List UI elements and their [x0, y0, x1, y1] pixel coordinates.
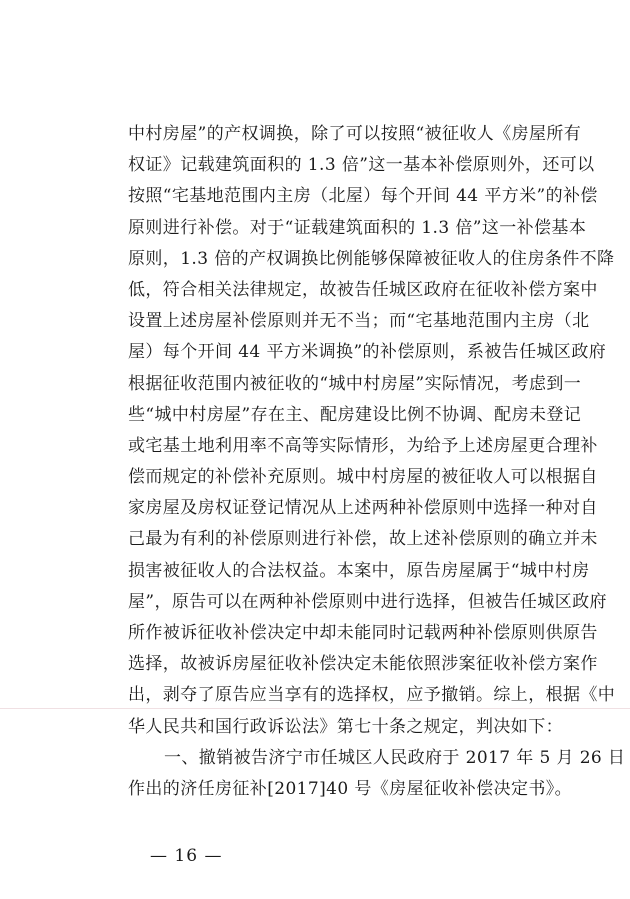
paragraph-line: 些“城中村房屋”存在主、配房建设比例不协调、配房未登记: [128, 404, 582, 425]
paragraph-line: 权证》记载建筑面积的 1.3 倍”这一基本补偿原则外，还可以: [128, 155, 595, 176]
page-number: — 16 —: [150, 846, 223, 866]
judgment-text-body: [128, 119, 626, 805]
judgment-item-line: 一、撤销被告济宁市任城区人民政府于 2017 年 5 月 26 日: [164, 747, 626, 768]
paragraph-line: 设置上述房屋补偿原则并无不当；而“宅基地范围内主房（北: [128, 311, 590, 332]
paragraph-line: 家房屋及房权证登记情况从上述两种补偿原则中选择一种对自: [128, 498, 598, 519]
paragraph-line: 或宅基土地利用率不高等实际情形，为给予上述房屋更合理补: [128, 435, 598, 456]
paragraph-line: 原则，1.3 倍的产权调换比例能够保障被征收人的住房条件不降: [128, 248, 615, 269]
paragraph-line: 华人民共和国行政诉讼法》第七十条之规定，判决如下：: [128, 716, 563, 737]
paragraph-line: 屋）每个开间 44 平方米调换”的补偿原则，系被告任城区政府: [128, 342, 607, 363]
paragraph-line: 损害被征收人的合法权益。本案中，原告房屋属于“城中村房: [128, 560, 590, 581]
paragraph-line: 己最为有利的补偿原则进行补偿，故上述补偿原则的确立并未: [128, 529, 598, 550]
paragraph-line: 出，剥夺了原告应当享有的选择权，应予撤销。综上，根据《中: [128, 685, 616, 706]
paragraph-line: 选择，故被诉房屋征收补偿决定未能依照涉案征收补偿方案作: [128, 654, 598, 675]
paragraph-line: 偿而规定的补偿补充原则。城中村房屋的被征收人可以根据自: [128, 467, 598, 488]
paragraph-line: 所作被诉征收补偿决定中却未能同时记载两种补偿原则供原告: [128, 623, 598, 643]
paragraph-line: 中村房屋”的产权调换，除了可以按照“被征收人《房屋所有: [128, 124, 582, 144]
paragraph-line: 按照“宅基地范围内主房（北屋）每个开间 44 平方米”的补偿: [128, 186, 598, 207]
paragraph-line: 屋”，原告可以在两种补偿原则中进行选择，但被告任城区政府: [128, 591, 607, 612]
paragraph-line: 低，符合相关法律规定，故被告任城区政府在征收补偿方案中: [128, 279, 598, 300]
paragraph-line: 原则进行补偿。对于“证载建筑面积的 1.3 倍”这一补偿基本: [128, 217, 587, 238]
paragraph-line: 根据征收范围内被征收的“城中村房屋”实际情况，考虑到一: [128, 373, 582, 394]
judgment-item-line: 作出的济任房征补[2017]40 号《房屋征收补偿决定书》。: [128, 778, 573, 799]
